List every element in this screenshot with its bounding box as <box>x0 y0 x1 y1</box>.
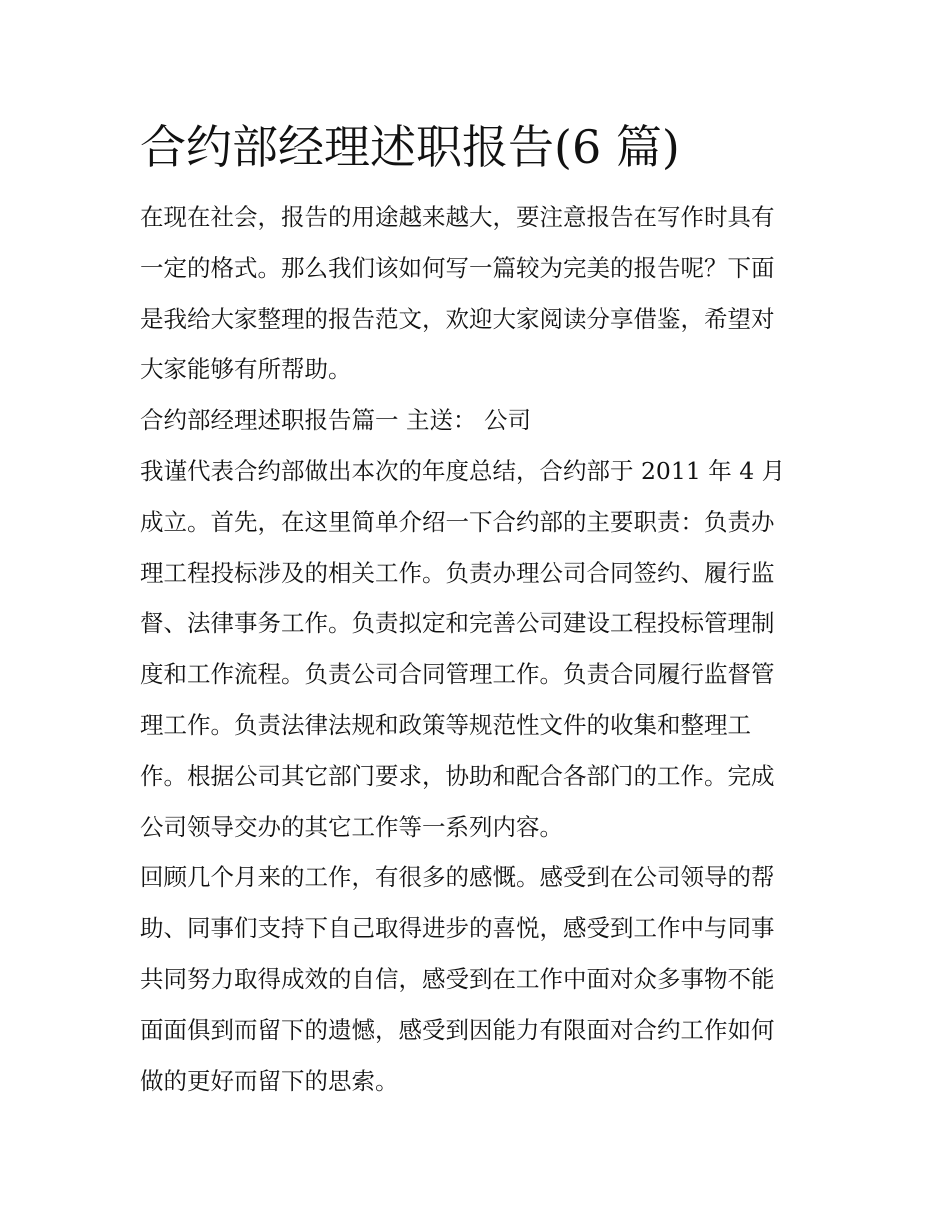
text-line: 度和工作流程。负责公司合同管理工作。负责合同履行监督管 <box>140 660 775 689</box>
text-line: 大家能够有所帮助。 <box>140 355 352 384</box>
text-line: 合约部经理述职报告篇一 主送： 公司 <box>140 406 531 435</box>
text-line: 我谨代表合约部做出本次的年度总结，合约部于 2011 年 4 月 <box>140 456 786 485</box>
text-line: 面面俱到而留下的遗憾，感受到因能力有限面对合约工作如何 <box>140 1015 775 1044</box>
text-line: 公司领导交办的其它工作等一系列内容。 <box>140 812 563 841</box>
text-line: 督、法律事务工作。负责拟定和完善公司建设工程投标管理制 <box>140 609 775 638</box>
review-paragraph <box>140 852 812 1106</box>
text-line: 成立。首先，在这里简单介绍一下合约部的主要职责：负责办 <box>140 507 775 536</box>
text-line: 助、同事们支持下自己取得进步的喜悦，感受到工作中与同事 <box>140 914 775 943</box>
intro-paragraph <box>140 192 812 395</box>
text-line: 在现在社会，报告的用途越来越大，要注意报告在写作时具有 <box>140 203 775 231</box>
text-line: 共同努力取得成效的自信，感受到在工作中面对众多事物不能 <box>140 964 775 993</box>
document-title: 合约部经理述职报告(6 篇) <box>140 120 680 174</box>
document-body <box>140 112 812 1106</box>
section-heading-paragraph <box>140 395 812 446</box>
text-line: 理工作。负责法律法规和政策等规范性文件的收集和整理工 <box>140 710 751 739</box>
text-line: 一定的格式。那么我们该如何写一篇较为完美的报告呢？下面 <box>140 253 775 282</box>
text-line: 回顾几个月来的工作，有很多的感慨。感受到在公司领导的帮 <box>140 863 775 892</box>
text-line: 做的更好而留下的思索。 <box>140 1066 399 1095</box>
text-line: 理工程投标涉及的相关工作。负责办理公司合同签约、履行监 <box>140 558 775 587</box>
text-line: 作。根据公司其它部门要求，协助和配合各部门的工作。完成 <box>140 761 775 790</box>
duties-paragraph <box>140 446 812 852</box>
text-line: 是我给大家整理的报告范文，欢迎大家阅读分享借鉴，希望对 <box>140 304 775 333</box>
